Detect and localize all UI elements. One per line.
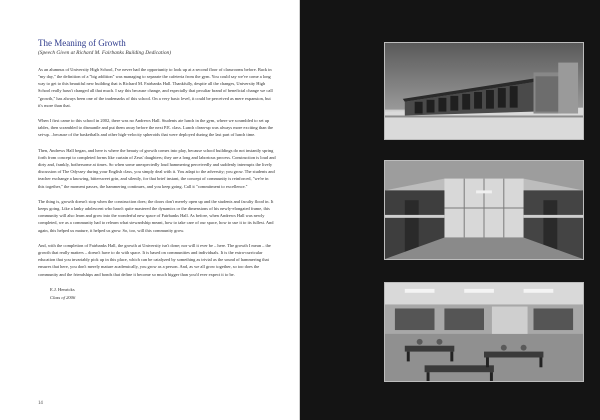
signature bbox=[38, 286, 276, 303]
signature-name: E.J. Henricks bbox=[50, 286, 75, 292]
article-title: The Meaning of Growth bbox=[38, 38, 126, 48]
paragraph-3: Then, Andrews Hall began, and here is where the beauty of growth comes into play, because school buildings do not instantly spring forth from concept to completed forms like curtain of Zeus' daughters; they are a long and laborious process. Construction is loud and dirty and, frankly, bothersome at times. So when some unexpectedly loud hammering perceivedly and suddenly interrupts the lively discussion of The Odyssey during your English class, you simply deal with it. You adapt to the adversity; you grow. The students and teacher exchange a knowing, bittersweet grin, and silently, for that brief instant, the concept of community is reinforced, "we're in this together," the moment passes, the hammering continues, and you keep going. Call it "commitment to excellence." bbox=[38, 147, 276, 189]
article bbox=[38, 38, 276, 302]
page-number: 14 bbox=[38, 401, 43, 406]
signature-class: Class of 2006 bbox=[50, 295, 76, 301]
paragraph-2: When I first came to this school in 2002, there was no Andrews Hall. Students ate lunch in the gym, where we scrambled to set up tables, then scrambled to dismantle and put them away before the next P.E. class. Lunch clean-up was always more exciting than the set-up…because of the basketballs and other high-velocity spheroids that were deployed during the last part of lunch time. bbox=[38, 117, 273, 138]
atrium-interior-photo bbox=[384, 160, 584, 260]
paragraph-1: As an alumnus of University High School, I've never had the opportunity to look up at a second floor of classrooms before. Back in "my day," the definition of a "big addition" was managing to separate the cafeteria from the gym. You could say we've come a long way to get to this beautiful new building that is Richard M. Fairbanks Hall. Thankfully, despite all the changes, University High School really hasn't changed all that much. I say this because change, and especially that peculiar brand of beneficial change we call "growth," has always been one of the trademarks of this school. On a very basic level, it could be perceived as mere expansion, but it's more than that. bbox=[38, 66, 273, 108]
right-page bbox=[300, 0, 600, 420]
library-interior-image bbox=[385, 283, 583, 381]
atrium-interior-image bbox=[385, 161, 583, 259]
library-interior-photo bbox=[384, 282, 584, 382]
article-subtitle: (Speech Given at Richard M. Fairbanks Building Dedication) bbox=[38, 50, 172, 56]
building-exterior-image bbox=[385, 43, 583, 139]
paragraph-4: The thing is, growth doesn't stop when the construction does; the doors don't merely open up and the students and faculty flood in. It keeps going. Like a lanky adolescent who hasn't quite mastered the dynamics or the dimensions of his newly-elongated frame, this community will also learn and grow into the wonderful new space of Fairbanks Hall. As before, when Andrews Hall was newly completed, we as a community had to relearn what stewardship meant, how to take care of our space, how to use it to its fullest. And again, this helped us mature, it helped us grow. So, too, will this community grow. bbox=[38, 198, 274, 233]
building-exterior-photo bbox=[384, 42, 584, 140]
paragraph-5: And, with the completion of Fairbanks Hall, the growth at University isn't done; nor will it ever be – here. The growth I mean – the growth that really matters – doesn't have to do with space. It is based on communities and individuals. It is the extra-curricular education that you invariably pick up in this place, which can be catalyzed by something as trivial as the sound of hammering that ensures that here, you don't merely mature academically, you grow as a person. And, as we all grow together, so too does the community and the friendships and bonds that define it become so much bigger than you'd ever expect it to be. bbox=[38, 242, 271, 277]
